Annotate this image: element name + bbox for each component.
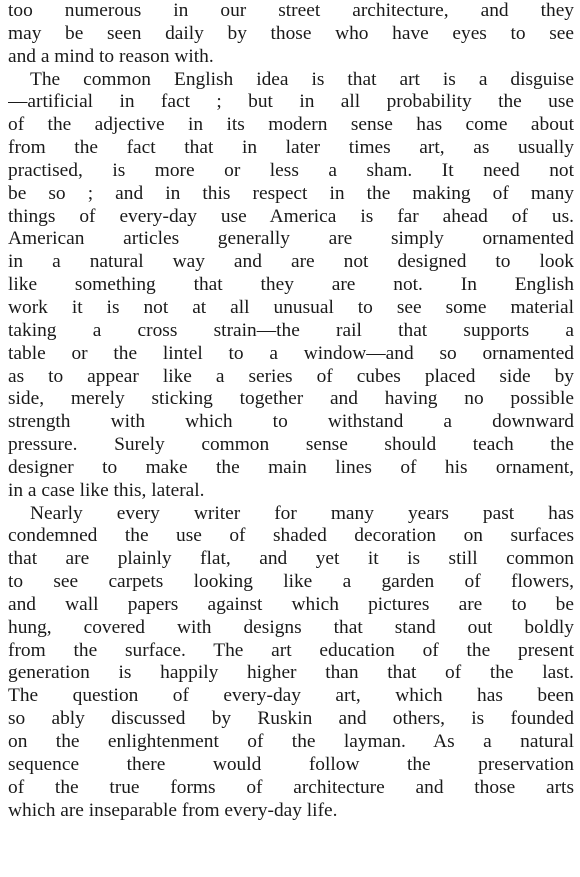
text-line: sequence there would follow the preservation [8,753,574,775]
paragraph-3 [8,503,574,823]
text-line: like something that they are not. In English [8,274,574,296]
paragraph-1 [8,0,574,69]
text-line: from the fact that in later times art, as usually [8,137,574,159]
text-line: pressure. Surely common sense should teach the [8,434,574,456]
text-line: things of every-day use America is far ahead of us. [8,205,574,227]
text-line: The question of every-day art, which has been [8,685,574,707]
text-line: be so ; and in this respect in the making of many [8,182,574,204]
text-line: which are inseparable from every-day life. [8,799,338,821]
text-line: strength with which to withstand a downward [8,411,574,433]
text-line: of the true forms of architecture and those arts [8,776,574,798]
text-line: hung, covered with designs that stand out boldly [8,616,574,638]
text-line: —artificial in fact ; but in all probability the use [8,91,574,113]
text-line: taking a cross strain—the rail that supports a [8,319,574,341]
text-line: in a case like this, lateral. [8,479,205,501]
text-line: practised, is more or less a sham. It need not [8,159,574,181]
text-line: too numerous in our street architecture, and they [8,0,574,21]
text-line: to see carpets looking like a garden of flowers, [8,571,574,593]
text-line: Nearly every writer for many years past has [30,502,574,524]
text-line: table or the lintel to a window—and so ornamented [8,342,574,364]
text-line: generation is happily higher than that of the last. [8,662,574,684]
text-line: designer to make the main lines of his ornament, [8,456,574,478]
text-line: in a natural way and are not designed to look [8,251,574,273]
body-text [8,0,574,822]
text-line: that are plainly flat, and yet it is still common [8,548,574,570]
text-line: side, merely sticking together and having no possible [8,388,574,410]
text-line: and wall papers against which pictures are to be [8,593,574,615]
text-line: condemned the use of shaded decoration on surfaces [8,525,574,547]
paragraph-2 [8,69,574,503]
text-line: so ably discussed by Ruskin and others, is founded [8,708,574,730]
text-line: from the surface. The art education of the present [8,639,574,661]
text-line: as to appear like a series of cubes placed side by [8,365,574,387]
text-line: may be seen daily by those who have eyes to see [8,22,574,44]
text-line: and a mind to reason with. [8,45,214,67]
text-line: on the enlightenment of the layman. As a natural [8,731,574,752]
text-line: of the adjective in its modern sense has come about [8,114,574,136]
text-line: American articles generally are simply ornamented [8,228,574,250]
text-line: work it is not at all unusual to see some material [8,296,574,318]
text-line: The common English idea is that art is a disguise [30,68,574,90]
